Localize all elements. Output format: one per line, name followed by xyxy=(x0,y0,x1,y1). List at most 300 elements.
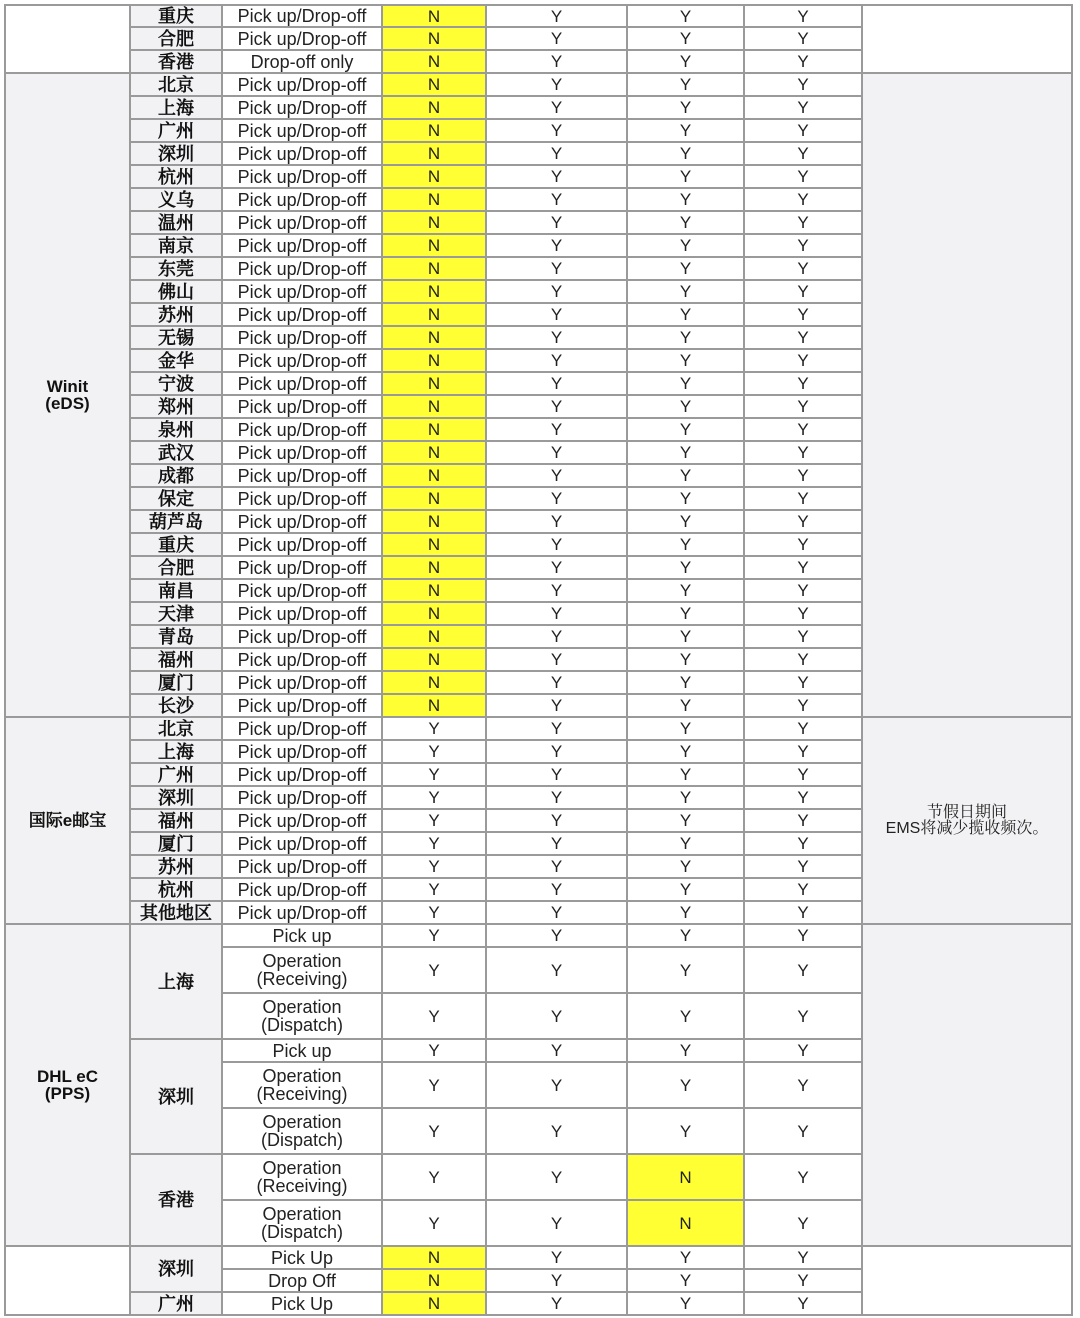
availability-cell: N xyxy=(382,257,486,280)
service-type-cell: Pick up/Drop-off xyxy=(222,510,382,533)
service-type-cell: Pick up/Drop-off xyxy=(222,602,382,625)
availability-cell: Y xyxy=(744,1200,862,1246)
city-cell: 深圳 xyxy=(130,142,222,165)
availability-cell: Y xyxy=(382,901,486,924)
availability-cell: Y xyxy=(627,763,744,786)
city-cell: 广州 xyxy=(130,119,222,142)
city-cell: 佛山 xyxy=(130,280,222,303)
service-type-cell: Pick up/Drop-off xyxy=(222,142,382,165)
note-cell xyxy=(862,5,1072,73)
availability-cell: Y xyxy=(382,947,486,993)
city-cell: 香港 xyxy=(130,1154,222,1246)
city-cell: 杭州 xyxy=(130,878,222,901)
availability-cell: Y xyxy=(486,73,627,96)
availability-cell: Y xyxy=(744,96,862,119)
availability-cell: Y xyxy=(744,257,862,280)
city-cell: 合肥 xyxy=(130,27,222,50)
availability-cell: Y xyxy=(744,487,862,510)
availability-cell: Y xyxy=(627,487,744,510)
city-cell: 福州 xyxy=(130,809,222,832)
availability-cell: Y xyxy=(627,395,744,418)
availability-cell: Y xyxy=(486,1200,627,1246)
availability-cell: Y xyxy=(382,763,486,786)
availability-cell: N xyxy=(382,487,486,510)
availability-cell: Y xyxy=(486,1269,627,1292)
service-type-cell: Pick up/Drop-off xyxy=(222,878,382,901)
availability-cell: Y xyxy=(744,1154,862,1200)
availability-cell: Y xyxy=(627,947,744,993)
service-type-cell: Pick up/Drop-off xyxy=(222,303,382,326)
availability-cell: Y xyxy=(744,740,862,763)
availability-cell: Y xyxy=(744,694,862,717)
availability-cell: Y xyxy=(382,717,486,740)
availability-cell: Y xyxy=(627,96,744,119)
availability-cell: Y xyxy=(744,878,862,901)
availability-cell: N xyxy=(382,533,486,556)
availability-cell: Y xyxy=(486,441,627,464)
availability-cell: Y xyxy=(486,1246,627,1269)
availability-cell: Y xyxy=(486,119,627,142)
availability-cell: Y xyxy=(486,280,627,303)
availability-cell: Y xyxy=(744,349,862,372)
availability-cell: Y xyxy=(744,625,862,648)
availability-cell: Y xyxy=(382,878,486,901)
availability-cell: Y xyxy=(744,717,862,740)
availability-cell: Y xyxy=(627,809,744,832)
table-body xyxy=(5,5,1072,1315)
availability-cell: Y xyxy=(486,510,627,533)
availability-cell: Y xyxy=(627,671,744,694)
availability-cell: Y xyxy=(382,809,486,832)
service-type-cell: Pick up/Drop-off xyxy=(222,349,382,372)
availability-cell: Y xyxy=(744,142,862,165)
availability-cell: Y xyxy=(627,1039,744,1062)
city-cell: 深圳 xyxy=(130,786,222,809)
city-cell: 广州 xyxy=(130,1292,222,1315)
availability-cell: Y xyxy=(627,326,744,349)
city-cell: 葫芦岛 xyxy=(130,510,222,533)
availability-cell: Y xyxy=(627,1246,744,1269)
availability-cell: Y xyxy=(627,602,744,625)
service-type-cell: Pick up/Drop-off xyxy=(222,5,382,27)
service-type-cell: Drop Off xyxy=(222,1269,382,1292)
availability-cell: Y xyxy=(627,119,744,142)
availability-cell: Y xyxy=(744,855,862,878)
availability-cell: N xyxy=(382,648,486,671)
availability-cell: Y xyxy=(627,1292,744,1315)
availability-cell: Y xyxy=(744,1062,862,1108)
availability-cell: N xyxy=(382,50,486,73)
city-cell: 厦门 xyxy=(130,671,222,694)
availability-cell: Y xyxy=(382,1062,486,1108)
service-type-cell: Operation (Dispatch) xyxy=(222,1200,382,1246)
service-type-cell: Pick up/Drop-off xyxy=(222,740,382,763)
availability-cell: Y xyxy=(744,1246,862,1269)
availability-cell: N xyxy=(382,464,486,487)
city-cell: 无锡 xyxy=(130,326,222,349)
availability-cell: Y xyxy=(486,832,627,855)
availability-cell: Y xyxy=(627,211,744,234)
availability-cell: Y xyxy=(627,257,744,280)
service-type-cell: Drop-off only xyxy=(222,50,382,73)
availability-cell: N xyxy=(382,211,486,234)
availability-cell: Y xyxy=(486,671,627,694)
availability-cell: N xyxy=(382,73,486,96)
service-type-cell: Pick up/Drop-off xyxy=(222,556,382,579)
availability-cell: N xyxy=(382,326,486,349)
availability-cell: Y xyxy=(486,349,627,372)
city-cell: 合肥 xyxy=(130,556,222,579)
service-type-cell: Pick up/Drop-off xyxy=(222,464,382,487)
service-type-cell: Pick up/Drop-off xyxy=(222,119,382,142)
availability-cell: Y xyxy=(744,763,862,786)
city-cell: 北京 xyxy=(130,717,222,740)
availability-cell: Y xyxy=(744,832,862,855)
city-cell: 宁波 xyxy=(130,372,222,395)
city-cell: 南京 xyxy=(130,234,222,257)
availability-cell: Y xyxy=(486,395,627,418)
availability-cell: N xyxy=(382,142,486,165)
carrier-name-cell xyxy=(5,1246,130,1315)
availability-cell: Y xyxy=(486,786,627,809)
availability-cell: Y xyxy=(627,234,744,257)
city-cell: 北京 xyxy=(130,73,222,96)
city-cell: 上海 xyxy=(130,96,222,119)
availability-cell: Y xyxy=(627,372,744,395)
availability-cell: Y xyxy=(627,1108,744,1154)
availability-cell: Y xyxy=(486,165,627,188)
availability-cell: Y xyxy=(486,533,627,556)
availability-cell: Y xyxy=(486,648,627,671)
service-type-cell: Pick up xyxy=(222,1039,382,1062)
availability-cell: N xyxy=(382,671,486,694)
availability-cell: Y xyxy=(382,832,486,855)
availability-cell: Y xyxy=(627,1062,744,1108)
table-row xyxy=(5,73,1072,96)
service-type-cell: Pick up/Drop-off xyxy=(222,165,382,188)
availability-cell: Y xyxy=(627,5,744,27)
availability-cell: Y xyxy=(486,464,627,487)
availability-cell: Y xyxy=(486,1292,627,1315)
availability-cell: Y xyxy=(486,993,627,1039)
availability-cell: Y xyxy=(627,901,744,924)
availability-cell: Y xyxy=(627,73,744,96)
city-cell: 东莞 xyxy=(130,257,222,280)
service-type-cell: Pick up/Drop-off xyxy=(222,188,382,211)
availability-cell: Y xyxy=(627,556,744,579)
service-type-cell: Operation (Receiving) xyxy=(222,947,382,993)
availability-cell: Y xyxy=(744,671,862,694)
availability-cell: N xyxy=(382,303,486,326)
city-cell: 成都 xyxy=(130,464,222,487)
availability-cell: Y xyxy=(744,395,862,418)
availability-cell: Y xyxy=(486,211,627,234)
city-cell: 保定 xyxy=(130,487,222,510)
availability-cell: Y xyxy=(486,27,627,50)
availability-cell: Y xyxy=(744,901,862,924)
carrier-name-cell: Winit (eDS) xyxy=(5,73,130,717)
availability-cell: Y xyxy=(486,947,627,993)
service-type-cell: Pick up/Drop-off xyxy=(222,579,382,602)
availability-cell: Y xyxy=(486,142,627,165)
availability-cell: Y xyxy=(744,280,862,303)
availability-cell: Y xyxy=(486,740,627,763)
availability-cell: Y xyxy=(486,487,627,510)
city-cell: 天津 xyxy=(130,602,222,625)
availability-cell: Y xyxy=(627,694,744,717)
availability-cell: Y xyxy=(627,993,744,1039)
availability-cell: Y xyxy=(382,924,486,947)
availability-cell: Y xyxy=(486,1154,627,1200)
table-row xyxy=(5,1246,1072,1269)
service-schedule-table xyxy=(4,4,1073,1316)
availability-cell: Y xyxy=(627,832,744,855)
table-row xyxy=(5,924,1072,947)
city-cell: 长沙 xyxy=(130,694,222,717)
service-type-cell: Pick up/Drop-off xyxy=(222,280,382,303)
service-type-cell: Pick Up xyxy=(222,1292,382,1315)
note-cell: 节假日期间 EMS将减少揽收频次。 xyxy=(862,717,1072,924)
availability-cell: Y xyxy=(744,5,862,27)
availability-cell: Y xyxy=(744,648,862,671)
availability-cell: Y xyxy=(744,556,862,579)
availability-cell: Y xyxy=(627,786,744,809)
availability-cell: Y xyxy=(486,809,627,832)
availability-cell: Y xyxy=(382,1108,486,1154)
availability-cell: Y xyxy=(486,1039,627,1062)
availability-cell: Y xyxy=(486,1062,627,1108)
availability-cell: Y xyxy=(744,119,862,142)
city-cell: 香港 xyxy=(130,50,222,73)
availability-cell: Y xyxy=(627,418,744,441)
availability-cell: Y xyxy=(382,786,486,809)
city-cell: 青岛 xyxy=(130,625,222,648)
availability-cell: Y xyxy=(627,878,744,901)
availability-cell: Y xyxy=(486,924,627,947)
service-type-cell: Pick up/Drop-off xyxy=(222,786,382,809)
availability-cell: Y xyxy=(486,901,627,924)
availability-cell: Y xyxy=(744,418,862,441)
availability-cell: Y xyxy=(744,73,862,96)
availability-cell: Y xyxy=(486,418,627,441)
availability-cell: N xyxy=(382,1292,486,1315)
availability-cell: N xyxy=(382,418,486,441)
city-cell: 其他地区 xyxy=(130,901,222,924)
city-cell: 上海 xyxy=(130,740,222,763)
service-type-cell: Pick up xyxy=(222,924,382,947)
city-cell: 苏州 xyxy=(130,303,222,326)
availability-cell: Y xyxy=(744,993,862,1039)
note-cell xyxy=(862,924,1072,1246)
availability-cell: N xyxy=(382,556,486,579)
availability-cell: Y xyxy=(486,878,627,901)
availability-cell: Y xyxy=(486,5,627,27)
availability-cell: N xyxy=(382,579,486,602)
availability-cell: Y xyxy=(627,579,744,602)
availability-cell: N xyxy=(382,602,486,625)
availability-cell: Y xyxy=(627,740,744,763)
city-cell: 上海 xyxy=(130,924,222,1039)
availability-cell: Y xyxy=(744,533,862,556)
availability-cell: Y xyxy=(744,188,862,211)
availability-cell: Y xyxy=(744,1108,862,1154)
city-cell: 重庆 xyxy=(130,5,222,27)
availability-cell: Y xyxy=(744,27,862,50)
availability-cell: N xyxy=(382,5,486,27)
availability-cell: Y xyxy=(486,234,627,257)
availability-cell: Y xyxy=(486,556,627,579)
availability-cell: Y xyxy=(486,625,627,648)
availability-cell: Y xyxy=(744,510,862,533)
availability-cell: Y xyxy=(486,372,627,395)
service-type-cell: Operation (Receiving) xyxy=(222,1062,382,1108)
availability-cell: Y xyxy=(627,280,744,303)
service-type-cell: Pick up/Drop-off xyxy=(222,809,382,832)
availability-cell: Y xyxy=(744,947,862,993)
availability-cell: N xyxy=(627,1200,744,1246)
availability-cell: Y xyxy=(486,96,627,119)
service-type-cell: Operation (Dispatch) xyxy=(222,993,382,1039)
service-type-cell: Pick up/Drop-off xyxy=(222,855,382,878)
service-type-cell: Pick up/Drop-off xyxy=(222,832,382,855)
availability-cell: Y xyxy=(744,372,862,395)
availability-cell: Y xyxy=(744,1292,862,1315)
availability-cell: Y xyxy=(627,625,744,648)
availability-cell: Y xyxy=(627,924,744,947)
city-cell: 金华 xyxy=(130,349,222,372)
service-type-cell: Pick up/Drop-off xyxy=(222,533,382,556)
availability-cell: N xyxy=(382,441,486,464)
carrier-name-cell: DHL eC (PPS) xyxy=(5,924,130,1246)
availability-cell: Y xyxy=(486,717,627,740)
availability-cell: N xyxy=(382,349,486,372)
availability-cell: N xyxy=(382,694,486,717)
availability-cell: N xyxy=(382,96,486,119)
availability-cell: Y xyxy=(744,1039,862,1062)
availability-cell: N xyxy=(627,1154,744,1200)
availability-cell: N xyxy=(382,234,486,257)
availability-cell: Y xyxy=(744,924,862,947)
service-type-cell: Pick up/Drop-off xyxy=(222,372,382,395)
service-type-cell: Pick up/Drop-off xyxy=(222,694,382,717)
availability-cell: Y xyxy=(744,1269,862,1292)
table-row xyxy=(5,717,1072,740)
city-cell: 重庆 xyxy=(130,533,222,556)
availability-cell: Y xyxy=(744,234,862,257)
availability-cell: N xyxy=(382,27,486,50)
service-type-cell: Operation (Receiving) xyxy=(222,1154,382,1200)
availability-cell: Y xyxy=(486,855,627,878)
availability-cell: Y xyxy=(382,1200,486,1246)
city-cell: 厦门 xyxy=(130,832,222,855)
availability-cell: Y xyxy=(486,257,627,280)
availability-cell: Y xyxy=(744,602,862,625)
city-cell: 泉州 xyxy=(130,418,222,441)
city-cell: 深圳 xyxy=(130,1039,222,1154)
availability-cell: Y xyxy=(627,510,744,533)
city-cell: 郑州 xyxy=(130,395,222,418)
availability-cell: N xyxy=(382,119,486,142)
city-cell: 义乌 xyxy=(130,188,222,211)
availability-cell: Y xyxy=(744,50,862,73)
carrier-name-cell xyxy=(5,5,130,73)
availability-cell: Y xyxy=(744,441,862,464)
availability-cell: Y xyxy=(627,165,744,188)
availability-cell: Y xyxy=(627,303,744,326)
service-type-cell: Pick up/Drop-off xyxy=(222,625,382,648)
availability-cell: N xyxy=(382,395,486,418)
service-type-cell: Pick Up xyxy=(222,1246,382,1269)
service-type-cell: Pick up/Drop-off xyxy=(222,326,382,349)
service-type-cell: Pick up/Drop-off xyxy=(222,671,382,694)
city-cell: 苏州 xyxy=(130,855,222,878)
availability-cell: Y xyxy=(627,717,744,740)
availability-cell: Y xyxy=(382,1154,486,1200)
service-type-cell: Pick up/Drop-off xyxy=(222,648,382,671)
service-type-cell: Pick up/Drop-off xyxy=(222,211,382,234)
availability-cell: Y xyxy=(627,349,744,372)
city-cell: 杭州 xyxy=(130,165,222,188)
carrier-name-cell: 国际e邮宝 xyxy=(5,717,130,924)
availability-cell: Y xyxy=(744,165,862,188)
availability-cell: Y xyxy=(744,809,862,832)
availability-cell: Y xyxy=(744,464,862,487)
availability-cell: N xyxy=(382,510,486,533)
availability-cell: Y xyxy=(382,740,486,763)
service-type-cell: Pick up/Drop-off xyxy=(222,441,382,464)
service-type-cell: Pick up/Drop-off xyxy=(222,257,382,280)
availability-cell: Y xyxy=(627,533,744,556)
availability-cell: Y xyxy=(486,602,627,625)
availability-cell: Y xyxy=(486,1108,627,1154)
service-type-cell: Pick up/Drop-off xyxy=(222,418,382,441)
service-type-cell: Pick up/Drop-off xyxy=(222,901,382,924)
availability-cell: Y xyxy=(627,50,744,73)
availability-cell: Y xyxy=(486,326,627,349)
city-cell: 温州 xyxy=(130,211,222,234)
availability-cell: N xyxy=(382,1269,486,1292)
availability-cell: Y xyxy=(744,786,862,809)
availability-cell: Y xyxy=(486,188,627,211)
availability-cell: Y xyxy=(486,579,627,602)
availability-cell: Y xyxy=(486,763,627,786)
city-cell: 深圳 xyxy=(130,1246,222,1292)
city-cell: 广州 xyxy=(130,763,222,786)
note-cell xyxy=(862,73,1072,717)
availability-cell: Y xyxy=(382,1039,486,1062)
availability-cell: Y xyxy=(627,142,744,165)
availability-cell: N xyxy=(382,625,486,648)
availability-cell: Y xyxy=(627,855,744,878)
availability-cell: Y xyxy=(382,855,486,878)
availability-cell: Y xyxy=(627,27,744,50)
service-type-cell: Pick up/Drop-off xyxy=(222,96,382,119)
availability-cell: Y xyxy=(627,648,744,671)
availability-cell: N xyxy=(382,165,486,188)
availability-cell: Y xyxy=(627,441,744,464)
availability-cell: Y xyxy=(744,326,862,349)
table-row xyxy=(5,5,1072,27)
city-cell: 福州 xyxy=(130,648,222,671)
availability-cell: Y xyxy=(744,211,862,234)
availability-cell: Y xyxy=(744,303,862,326)
service-type-cell: Pick up/Drop-off xyxy=(222,487,382,510)
service-type-cell: Pick up/Drop-off xyxy=(222,234,382,257)
service-type-cell: Pick up/Drop-off xyxy=(222,73,382,96)
availability-cell: N xyxy=(382,280,486,303)
availability-cell: Y xyxy=(627,188,744,211)
availability-cell: N xyxy=(382,1246,486,1269)
